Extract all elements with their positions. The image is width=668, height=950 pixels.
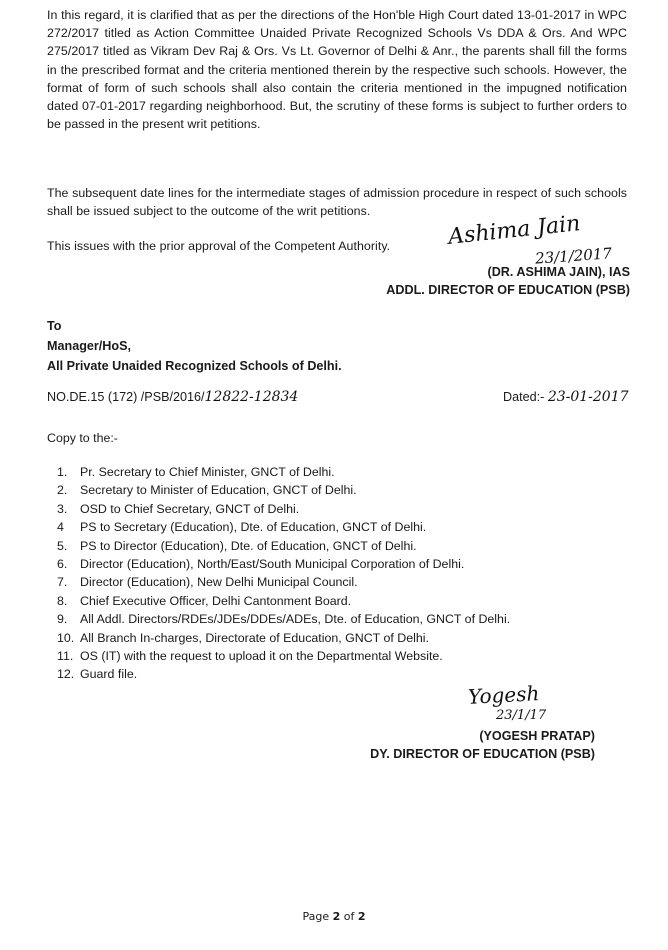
to-label: To (47, 319, 62, 333)
copy-list-item (57, 537, 510, 555)
reference-number-handwritten: 12822-12834 (204, 389, 299, 405)
copy-list-text: PS to Director (Education), Dte. of Education, GNCT of Delhi. (80, 538, 417, 553)
copy-list-item (57, 500, 510, 518)
copy-list-number: 6. (57, 557, 68, 572)
addressee-line-2: All Private Unaided Recognized Schools of Delhi. (47, 359, 342, 373)
approval-paragraph: This issues with the prior approval of the Competent Authority. (47, 239, 391, 253)
copy-list-number: 3. (57, 501, 68, 516)
signatory-2-designation: DY. DIRECTOR OF EDUCATION (PSB) (370, 747, 595, 761)
page-number: 2 (332, 910, 341, 923)
copy-list-item (57, 518, 510, 536)
copy-list-text: OSD to Chief Secretary, GNCT of Delhi. (80, 501, 300, 516)
clarification-paragraph: In this regard, it is clarified that as per the directions of the Hon'ble High Court dated 13-01-2017 in WPC 272/2017 titled as Action Committee Unaided Private Recognized Schools Vs DDA & Ors. And WPC 275/2017 titled as Vikram Dev Raj & Ors. Vs Lt. Governor of Delhi & Anr., the parents shall fill the forms in the prescribed format and the criteria mentioned therein by the respective such schools. However, the format of form of such schools shall also contain the criteria mentioned in the impugned notification dated 07-01-2017 regarding neighborhood. But, the scrutiny of these forms is subject to further orders to be passed in the present writ petitions. (47, 8, 627, 132)
copy-list-number: 7. (57, 575, 68, 590)
signatory-1-designation: ADDL. DIRECTOR OF EDUCATION (PSB) (386, 283, 630, 297)
signatory-2-block (300, 727, 595, 763)
copy-list-text: Pr. Secretary to Chief Minister, GNCT of Delhi. (80, 465, 335, 479)
copy-list-text: OS (IT) with the request to upload it on the Departmental Website. (80, 649, 443, 664)
copy-to-label: Copy to the:- (47, 431, 118, 445)
page-footer (0, 910, 668, 923)
reference-number-prefix: NO.DE.15 (172) /PSB/2016/ (47, 390, 205, 404)
copy-list-item (57, 555, 510, 573)
copy-to-list (57, 463, 510, 684)
copy-list-item (57, 592, 510, 610)
signatory-1-block (310, 263, 630, 299)
handwritten-signature-2-text: Yogesh (467, 681, 540, 709)
copy-list-number: 4 (57, 520, 64, 535)
copy-list-item (57, 573, 510, 591)
addressee-block (47, 316, 342, 376)
page-label: Page (302, 910, 330, 923)
copy-list-item (57, 647, 510, 665)
copy-list-item (57, 481, 510, 499)
copy-list-number: 9. (57, 612, 68, 627)
copy-list-number: 10. (57, 630, 75, 645)
dated-handwritten: 23-01-2017 (547, 389, 629, 405)
copy-list-text: All Addl. Directors/RDEs/JDEs/DDEs/ADEs, Dte. of Education, GNCT of Delhi. (80, 612, 511, 627)
handwritten-signature-text: Ashima Jain (447, 211, 582, 250)
signatory-2-name: (YOGESH PRATAP) (479, 729, 595, 743)
copy-list-text: All Branch In-charges, Directorate of Education, GNCT of Delhi. (80, 630, 429, 645)
date-lines-paragraph: The subsequent date lines for the intermediate stages of admission procedure in respect of such schools shall be issued subject to the outcome of the writ petitions. (47, 186, 627, 219)
copy-list-text: Chief Executive Officer, Delhi Cantonment Board. (80, 593, 352, 608)
signatory-1-name: (DR. ASHIMA JAIN), IAS (487, 265, 630, 279)
copy-list-text: Guard file. (80, 667, 138, 682)
reference-number (47, 389, 298, 405)
copy-list-text: Director (Education), North/East/South Municipal Corporation of Delhi. (80, 557, 465, 572)
signature-yogesh (467, 681, 539, 709)
handwritten-date-text: 23/1/2017 (534, 244, 613, 268)
page-total: 2 (357, 910, 366, 923)
addressee-line-1: Manager/HoS, (47, 339, 131, 353)
copy-list-number: 1. (57, 465, 68, 479)
handwritten-date-2-text: 23/1/17 (496, 708, 547, 723)
copy-list-number: 2. (57, 483, 68, 498)
of-label: of (343, 910, 355, 923)
copy-list-number: 11. (57, 649, 74, 664)
dated-line (503, 389, 629, 405)
copy-list-item (57, 629, 510, 647)
copy-list-number: 5. (57, 538, 68, 553)
dated-label: Dated:- (503, 390, 545, 404)
copy-list-text: PS to Secretary (Education), Dte. of Education, GNCT of Delhi. (80, 520, 427, 535)
copy-list-text: Secretary to Minister of Education, GNCT of Delhi. (80, 483, 357, 498)
copy-list-item (57, 463, 510, 481)
copy-list-number: 8. (57, 593, 68, 608)
copy-list-number: 12. (57, 667, 75, 682)
signature-date-2 (496, 708, 546, 723)
copy-list-item (57, 665, 510, 683)
copy-list-text: Director (Education), New Delhi Municipal Council. (80, 575, 358, 590)
copy-list-item (57, 610, 510, 628)
